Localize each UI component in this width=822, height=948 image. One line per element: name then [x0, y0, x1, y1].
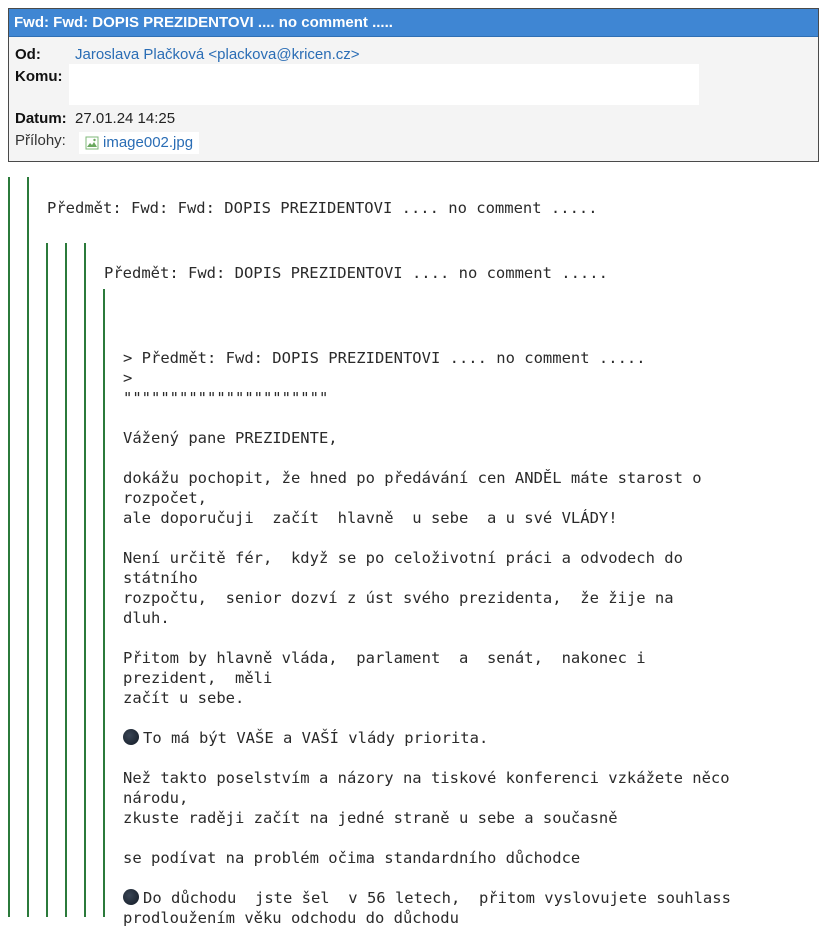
text-line: ale doporučuji začít hlavně u sebe a u své VLÁDY! — [123, 509, 618, 527]
image-file-icon — [85, 136, 99, 150]
text-line: prezident, měli — [123, 669, 273, 687]
dark-circle-icon — [123, 889, 139, 905]
text-line: národu, — [123, 789, 189, 807]
text-line: rozpočet, — [123, 489, 207, 507]
quote-bar — [8, 177, 10, 917]
message-header — [8, 8, 819, 162]
text-line: Přitom by hlavně vláda, parlament a senát, nakonec i — [123, 649, 646, 667]
text-line — [123, 408, 731, 428]
text-line: Vážený pane PREZIDENTE, — [123, 429, 338, 447]
bullet-line — [123, 888, 731, 908]
text-line — [123, 448, 731, 468]
date-value: 27.01.24 14:25 — [75, 110, 176, 127]
text-line — [123, 828, 731, 848]
quote-3-body — [123, 328, 731, 948]
quote-bar — [27, 177, 29, 917]
quote-bar — [65, 243, 67, 917]
text-line — [123, 868, 731, 888]
text-line: dokážu pochopit, že hned po předávání cen ANDĚL máte starost o — [123, 469, 702, 487]
bullet-line — [123, 728, 731, 748]
text-line: """""""""""""""""""""" — [123, 389, 329, 407]
bullet-text: Do důchodu jste šel v 56 letech, přitom vyslovujete souhlass — [143, 889, 731, 907]
attachment-image002[interactable] — [79, 132, 199, 154]
quote-1-subject: Předmět: Fwd: Fwd: DOPIS PREZIDENTOVI .... no comment ..... — [47, 199, 598, 217]
text-line: Není určitě fér, když se po celoživotní práci a odvodech do — [123, 549, 683, 567]
text-line: rozpočtu, senior dozví z úst svého prezidenta, že žije na — [123, 589, 674, 607]
date-label: Datum: — [15, 110, 67, 127]
text-line: začít u sebe. — [123, 689, 245, 707]
text-line: > Předmět: Fwd: DOPIS PREZIDENTOVI .... no comment ..... — [123, 349, 646, 367]
quote-bar — [84, 243, 86, 917]
bullet-text: To má být VAŠE a VAŠÍ vlády priorita. — [143, 729, 489, 747]
text-line — [123, 748, 731, 768]
quote-bar — [46, 243, 48, 917]
to-label: Komu: — [15, 68, 63, 85]
from-address-link[interactable]: Jaroslava Plačková <plackova@kricen.cz> — [75, 46, 360, 63]
attachments-label: Přílohy: — [15, 132, 66, 149]
recipient-field-redacted — [69, 64, 699, 105]
text-line: > — [123, 369, 133, 387]
text-line: Než takto poselstvím a názory na tiskové konferenci vzkážete něco — [123, 769, 730, 787]
text-line — [123, 708, 731, 728]
quote-2-subject: Předmět: Fwd: DOPIS PREZIDENTOVI .... no comment ..... — [104, 264, 608, 282]
quote-bar — [103, 289, 105, 917]
from-label: Od: — [15, 46, 41, 63]
attachment-filename: image002.jpg — [103, 134, 194, 151]
text-line: se podívat na problém očima standardního důchodce — [123, 849, 581, 867]
text-line: prodloužením věku odchodu do důchodu — [123, 909, 459, 927]
text-line: dluh. — [123, 609, 170, 627]
text-line: státního — [123, 569, 198, 587]
text-line: zkuste raději začít na jedné straně u sebe a současně — [123, 809, 618, 827]
text-line — [123, 628, 731, 648]
message-subject: Fwd: Fwd: DOPIS PREZIDENTOVI .... no comment ..... — [9, 9, 818, 37]
text-line — [123, 528, 731, 548]
dark-circle-icon — [123, 729, 139, 745]
